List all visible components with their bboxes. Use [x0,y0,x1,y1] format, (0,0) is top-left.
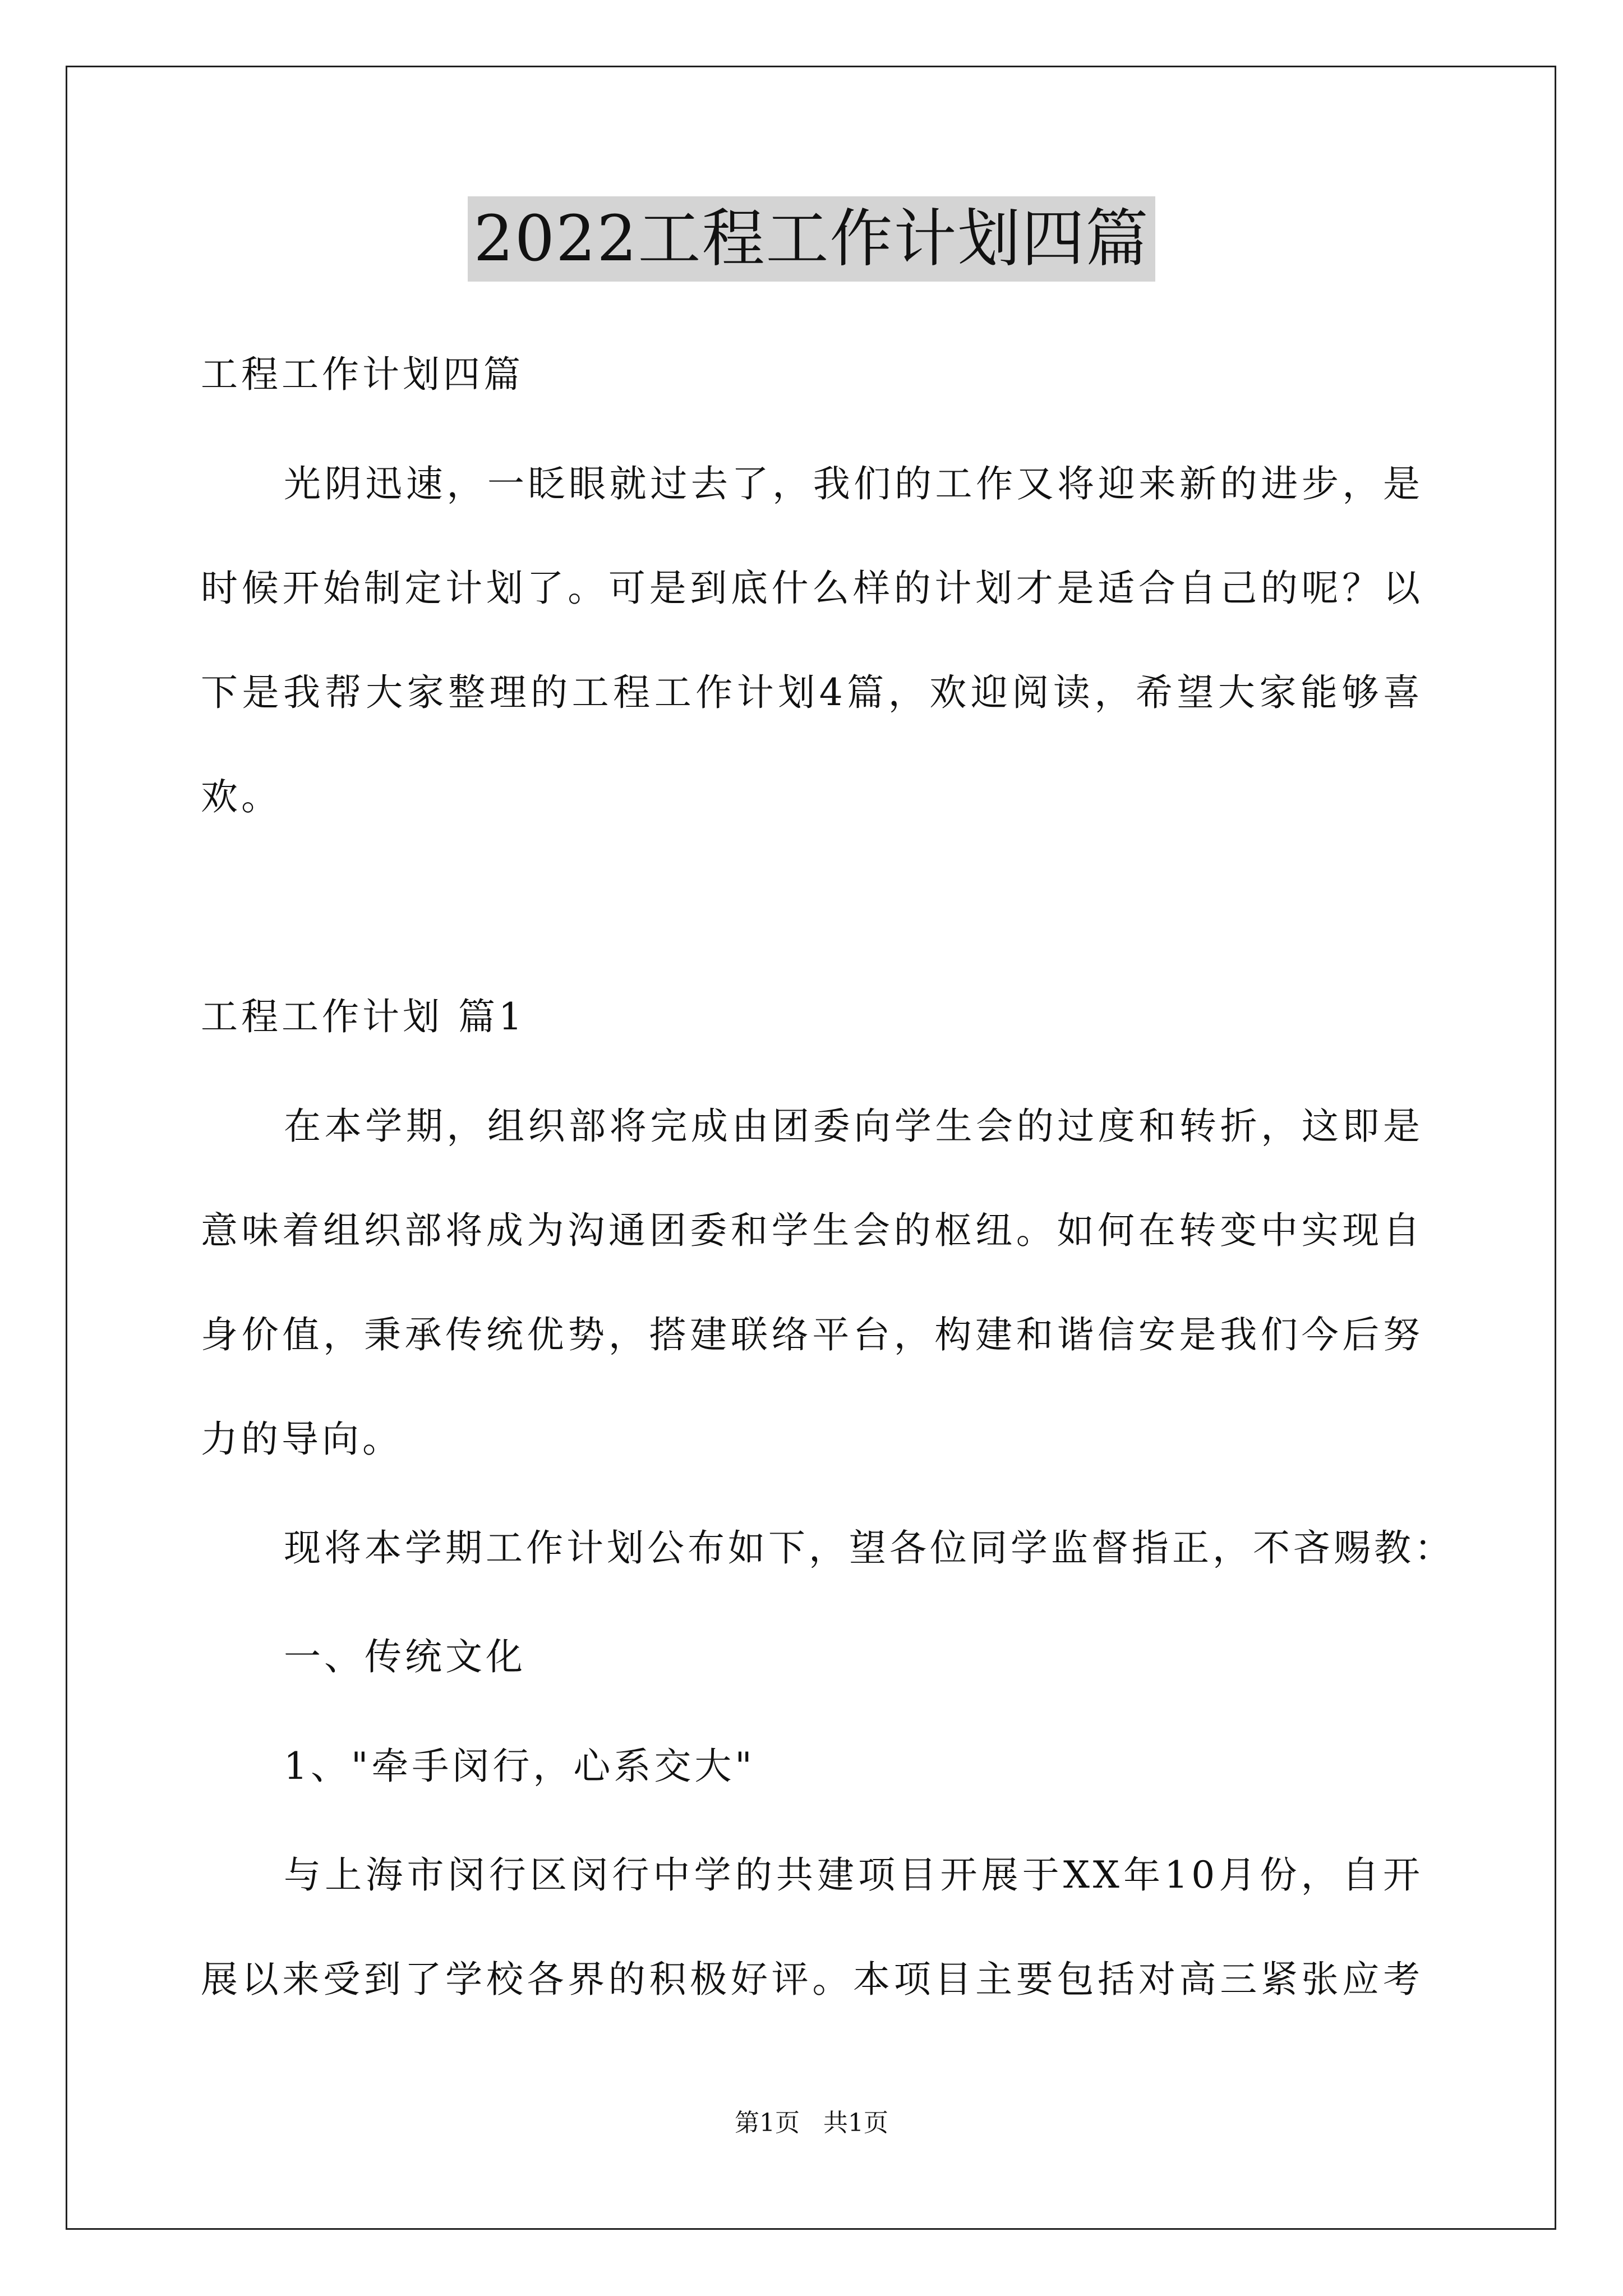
paragraph-line: 身价值，秉承传统优势，搭建联络平台，构建和谐信安是我们今后努 [201,1313,1423,1356]
title-wrap [0,196,1623,282]
paragraph-line: 现将本学期工作计划公布如下，望各位同学监督指正，不吝赐教： [284,1526,1455,1570]
paragraph-line: 欢。 [201,775,282,818]
paragraph-line: 在本学期，组织部将完成由团委向学生会的过度和转折，这即是 [284,1105,1423,1148]
list-item: 1、"牵手闵行，心系交大" [284,1745,755,1788]
list-heading: 一、传统文化 [284,1635,526,1678]
section-heading: 工程工作计划 篇1 [201,995,525,1038]
paragraph-line: 与上海市闵行区闵行中学的共建项目开展于XX年10月份，自开 [284,1853,1423,1897]
page-footer: 第1页 共1页 [735,2109,888,2137]
document-title: 2022工程工作计划四篇 [468,196,1155,282]
paragraph-line: 展以来受到了学校各界的积极好评。本项目主要包括对高三紧张应考 [201,1958,1423,2001]
paragraph-line: 力的导向。 [201,1418,403,1461]
paragraph-line: 光阴迅速，一眨眼就过去了，我们的工作又将迎来新的进步，是 [284,462,1423,505]
section-heading: 工程工作计划四篇 [201,353,524,396]
paragraph-line: 意味着组织部将成为沟通团委和学生会的枢纽。如何在转变中实现自 [201,1209,1423,1252]
paragraph-line: 下是我帮大家整理的工程工作计划4篇，欢迎阅读，希望大家能够喜 [201,671,1423,714]
paragraph-line: 时候开始制定计划了。可是到底什么样的计划才是适合自己的呢？以 [201,567,1423,610]
